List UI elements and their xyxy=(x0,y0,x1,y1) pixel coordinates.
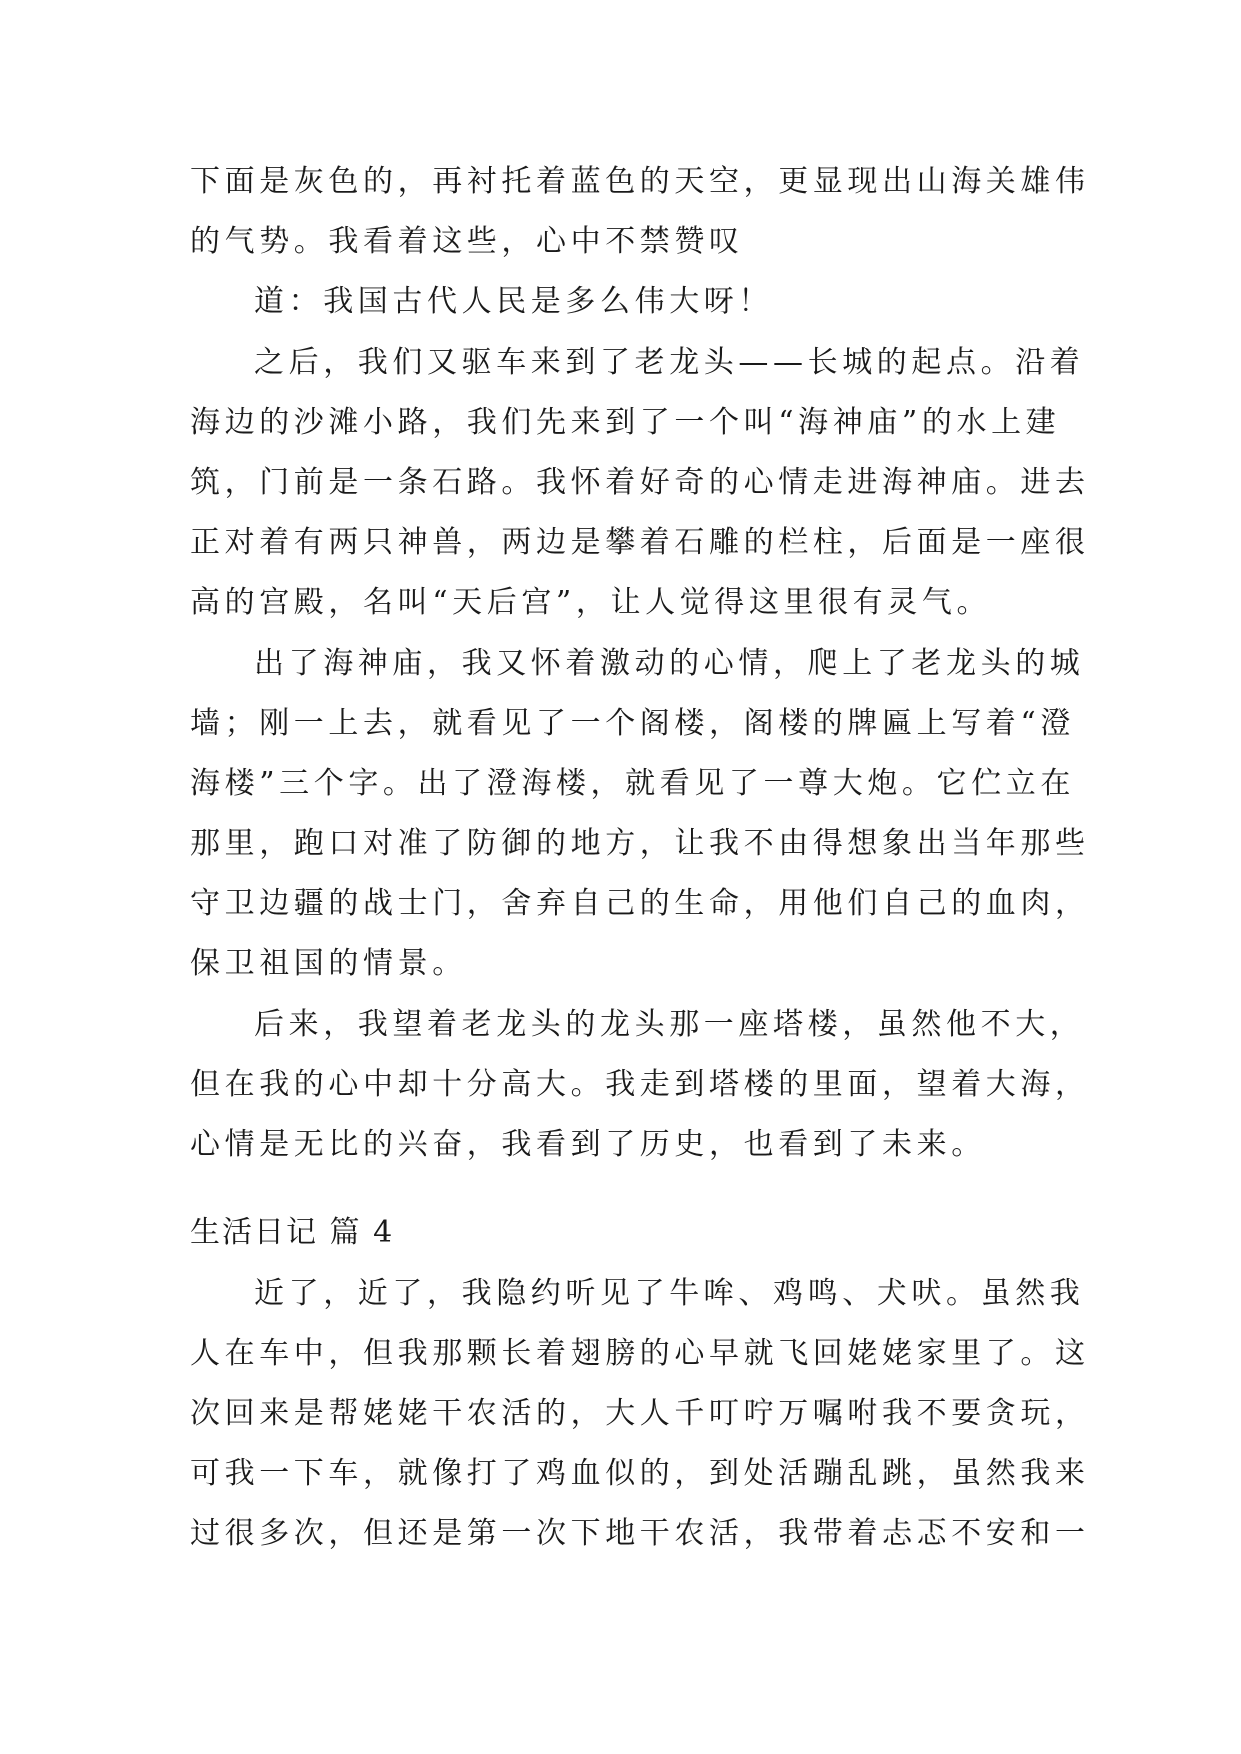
text-line: 海楼”三个字。出了澄海楼，就看见了一尊大炮。它伫立在 xyxy=(190,766,1075,801)
text-line: 的气势。我看着这些，心中不禁赞叹 xyxy=(190,224,744,259)
text-line: 正对着有两只神兽，两边是攀着石雕的栏柱，后面是一座很 xyxy=(190,525,1090,560)
paragraph-start-line: 之后，我们又驱车来到了老龙头——长城的起点。沿着 xyxy=(254,345,1085,380)
text-line: 守卫边疆的战士门，舍弃自己的生命，用他们自己的血肉， xyxy=(190,886,1090,921)
text-line: 保卫祖国的情景。 xyxy=(190,946,467,981)
text-line: 墙；刚一上去，就看见了一个阁楼，阁楼的牌匾上写着“澄 xyxy=(190,706,1075,741)
text-line: 筑，门前是一条石路。我怀着好奇的心情走进海神庙。进去 xyxy=(190,465,1090,500)
text-line: 心情是无比的兴奋，我看到了历史，也看到了未来。 xyxy=(190,1127,986,1162)
text-line: 人在车中，但我那颗长着翅膀的心早就飞回姥姥家里了。这 xyxy=(190,1336,1090,1371)
text-line: 高的宫殿，名叫“天后宫”，让人觉得这里很有灵气。 xyxy=(190,585,992,620)
text-line: 那里，跑口对准了防御的地方，让我不由得想象出当年那些 xyxy=(190,826,1090,861)
paragraph-start-line: 近了，近了，我隐约听见了牛哞、鸡鸣、犬吠。虽然我 xyxy=(254,1276,1085,1311)
text-line: 过很多次，但还是第一次下地干农活，我带着忐忑不安和一 xyxy=(190,1516,1090,1551)
text-line: 海边的沙滩小路，我们先来到了一个叫“海神庙”的水上建 xyxy=(190,405,1061,440)
paragraph-start-line: 后来，我望着老龙头的龙头那一座塔楼，虽然他不大， xyxy=(254,1007,1085,1042)
text-line: 次回来是帮姥姥干农活的，大人千叮咛万嘱咐我不要贪玩， xyxy=(190,1396,1090,1431)
text-line: 道：我国古代人民是多么伟大呀！ xyxy=(254,284,773,319)
paragraph-start-line: 出了海神庙，我又怀着激动的心情，爬上了老龙头的城 xyxy=(254,646,1085,681)
text-line: 下面是灰色的，再衬托着蓝色的天空，更显现出山海关雄伟 xyxy=(190,164,1090,199)
text-line: 可我一下车，就像打了鸡血似的，到处活蹦乱跳，虽然我来 xyxy=(190,1456,1090,1491)
text-line: 但在我的心中却十分高大。我走到塔楼的里面，望着大海， xyxy=(190,1067,1090,1102)
section-heading: 生活日记 篇 4 xyxy=(190,1215,395,1250)
